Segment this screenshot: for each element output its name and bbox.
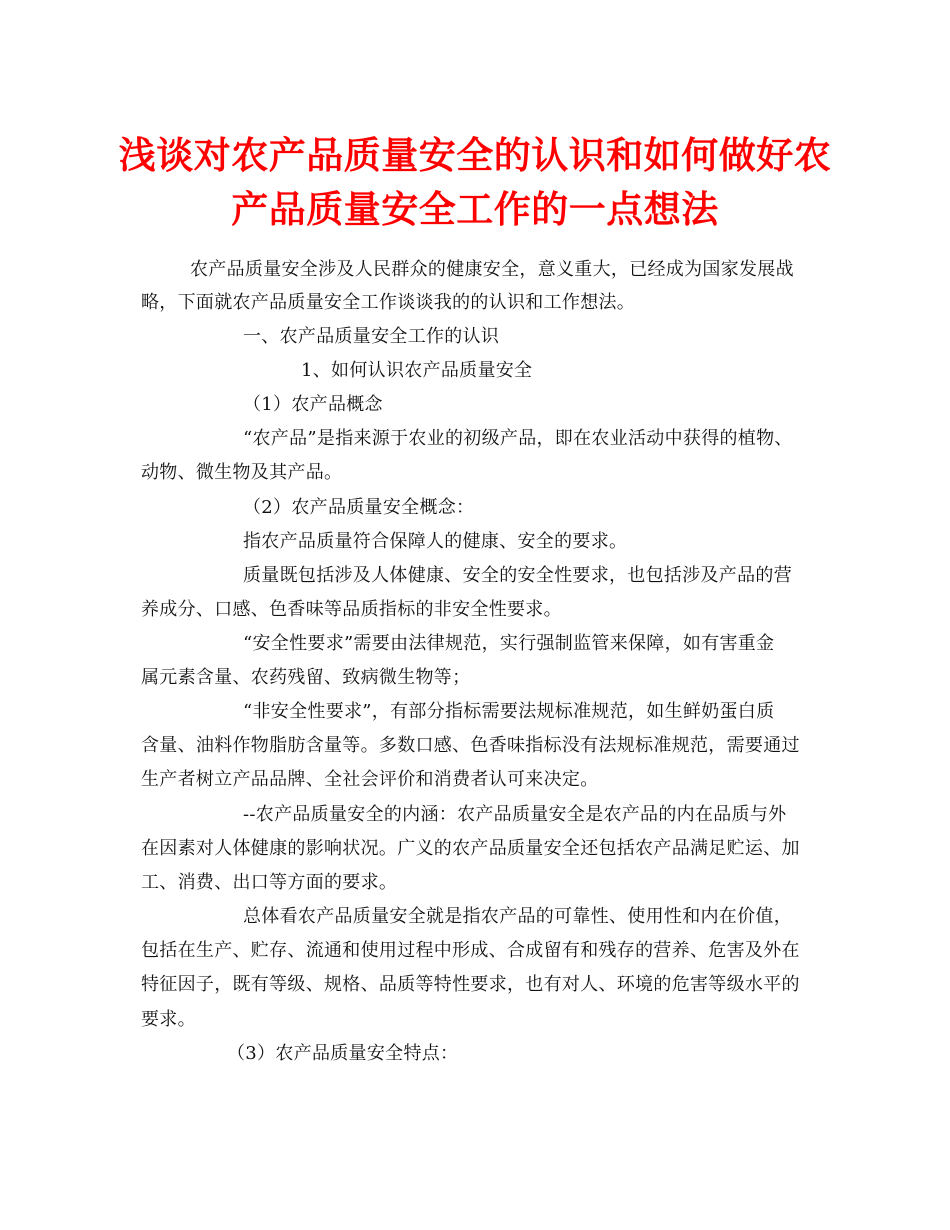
paragraph-line: 包括在生产、贮存、流通和使用过程中形成、合成留有和残存的营养、危害及外在 <box>141 940 800 961</box>
paragraph-line: 总体看农产品质量安全就是指农产品的可靠性、使用性和内在价值， <box>243 906 792 927</box>
paragraph-line: “安全性要求”需要由法律规范，实行强制监管来保障，如有害重金 <box>243 633 775 654</box>
paragraph-line: 质量既包括涉及人体健康、安全的安全性要求，也包括涉及产品的营 <box>243 565 792 586</box>
paragraph-line: “非安全性要求”，有部分指标需要法规标准规范，如生鲜奶蛋白质 <box>243 701 775 722</box>
subsection-heading: 1、如何认识农产品质量安全 <box>301 360 533 381</box>
paragraph-line: 农产品质量安全涉及人民群众的健康安全，意义重大，已经成为国家发展战 <box>190 259 794 280</box>
title-line-2: 产品质量安全工作的一点想法 <box>231 187 719 231</box>
item-heading: （3）农产品质量安全特点： <box>227 1043 459 1064</box>
title-line-1: 浅谈对农产品质量安全的认识和如何做好农 <box>118 133 832 177</box>
document-title <box>0 128 950 236</box>
paragraph-line: 养成分、口感、色香味等品质指标的非安全性要求。 <box>141 599 562 620</box>
paragraph-line: 要求。 <box>141 1009 196 1030</box>
item-heading: （2）农产品质量安全概念： <box>243 497 475 518</box>
paragraph-line: 特征因子，既有等级、规格、品质等特性要求，也有对人、环境的危害等级水平的 <box>141 974 800 995</box>
paragraph-line: 生产者树立产品品牌、全社会评价和消费者认可来决定。 <box>141 769 599 790</box>
paragraph-line: --农产品质量安全的内涵：农产品质量安全是农产品的内在品质与外 <box>243 804 787 825</box>
item-heading: （1）农产品概念 <box>243 394 383 415</box>
paragraph-line: 含量、油料作物脂肪含量等。多数口感、色香味指标没有法规标准规范，需要通过 <box>141 735 800 756</box>
paragraph-line: 略，下面就农产品质量安全工作谈谈我的的认识和工作想法。 <box>141 292 636 313</box>
paragraph-line: 在因素对人体健康的影响状况。广义的农产品质量安全还包括农产品满足贮运、加 <box>141 838 800 859</box>
paragraph-line: “农产品”是指来源于农业的初级产品，即在农业活动中获得的植物、 <box>243 428 793 449</box>
paragraph-line: 属元素含量、农药残留、致病微生物等； <box>141 667 471 688</box>
paragraph-line: 工、消费、出口等方面的要求。 <box>141 872 398 893</box>
section-heading: 一、农产品质量安全工作的认识 <box>243 326 500 347</box>
paragraph-line: 动物、微生物及其产品。 <box>141 462 343 483</box>
paragraph-line: 指农产品质量符合保障人的健康、安全的要求。 <box>243 531 628 552</box>
